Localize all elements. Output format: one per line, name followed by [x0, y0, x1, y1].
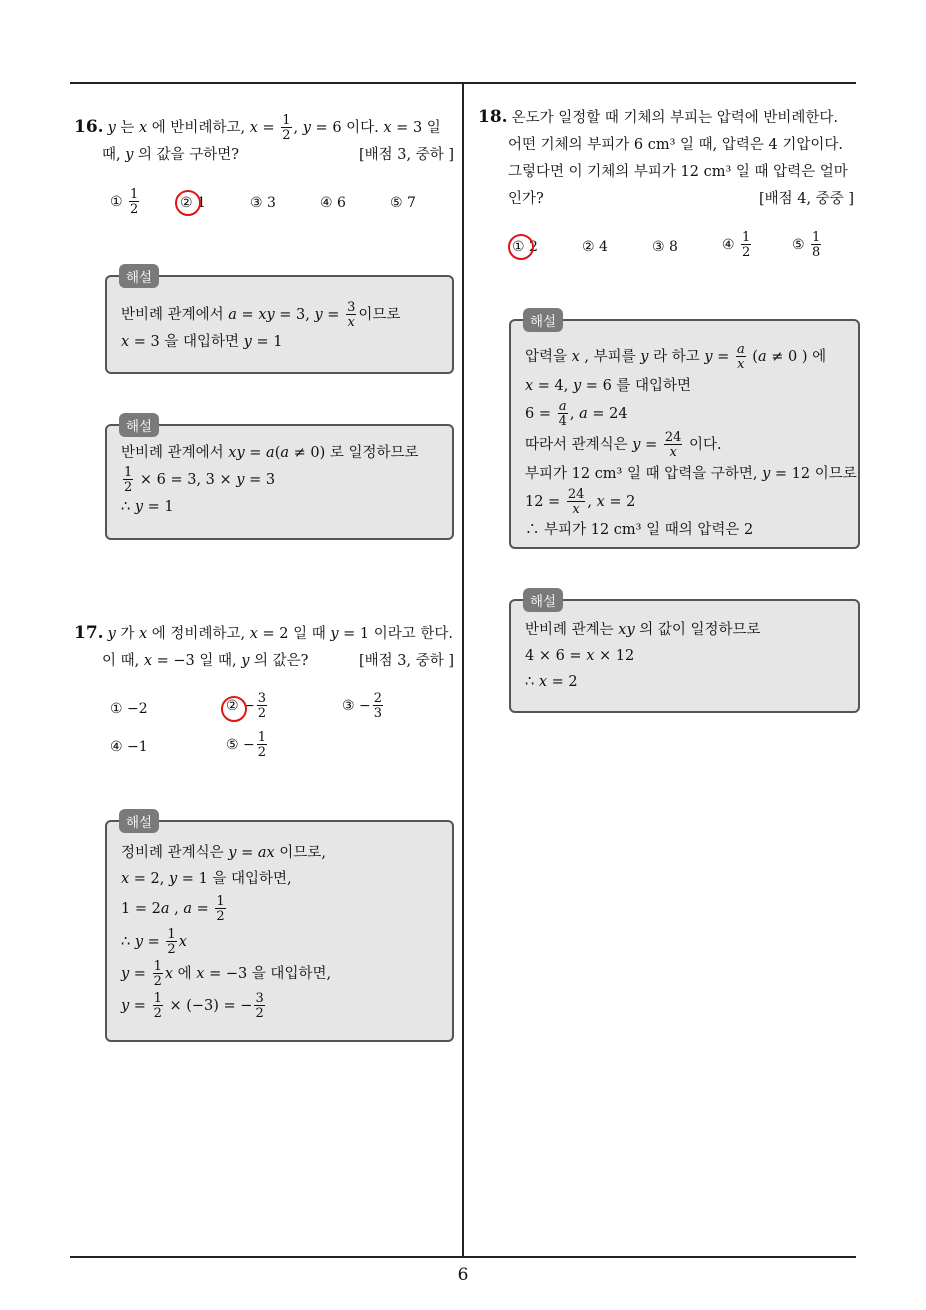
q17-option-3[interactable]: ③ − $\frac{2}{3}$	[342, 691, 383, 721]
solution-line: 반비례 관계에서 xy = a(a ≠ 0) 로 일정하므로	[121, 445, 419, 461]
solution-tag: 해설	[523, 588, 563, 612]
q17-option-4[interactable]: ④ −1	[110, 739, 148, 755]
solution-line: x = 3 을 대입하면 y = 1	[121, 334, 283, 350]
score-meta: [배점 3, 중하 ]	[358, 147, 454, 163]
solution-line: x = 2, y = 1 을 대입하면,	[121, 871, 292, 887]
solution-tag: 해설	[523, 308, 563, 332]
solution-line: x = 4, y = 6 를 대입하면	[525, 378, 692, 394]
q18-option-2[interactable]: ② 4	[582, 239, 608, 255]
solution-line: 따라서 관계식은 y = $\frac{24}{x}$ 이다.	[525, 430, 722, 460]
solution-tag: 해설	[119, 264, 159, 288]
solution-box	[105, 815, 454, 1042]
question-18-line4: 인가? [배점 4, 중중 ]	[478, 186, 862, 213]
q17-option-2[interactable]: ② − $\frac{3}{2}$	[226, 691, 267, 721]
answer-mark-circle	[221, 696, 247, 722]
solution-line: y = $\frac{1}{2}$ x 에 x = −3 을 대입하면,	[121, 959, 332, 989]
solution-tag: 해설	[119, 413, 159, 437]
question-18-line1: 18. 온도가 일정할 때 기체의 부피는 압력에 반비례한다.	[478, 107, 838, 127]
score-meta: [배점 4, 중중 ]	[758, 191, 854, 207]
question-17-line1: 17. y 가 x 에 정비례하고, x = 2 일 때 y = 1 이라고 한다.	[74, 623, 453, 643]
solution-line: ∴ x = 2	[525, 674, 578, 690]
solution-line: 부피가 12 cm³ 일 때 압력을 구하면, y = 12 이므로	[525, 466, 857, 482]
solution-line: $\frac{1}{2}$ × 6 = 3, 3 × y = 3	[124, 465, 276, 495]
score-meta: [배점 3, 중하 ]	[358, 653, 454, 669]
solution-line: y = $\frac{1}{2}$ × (−3) = − $\frac{3}{2}$	[121, 991, 264, 1021]
q16-option-4[interactable]: ④ 6	[320, 195, 346, 211]
q16-option-3[interactable]: ③ 3	[250, 195, 276, 211]
question-16	[74, 114, 454, 169]
question-18	[478, 104, 862, 213]
answer-mark-circle	[508, 234, 534, 260]
page-number: 6	[457, 1265, 469, 1285]
solution-line: ∴ y = $\frac{1}{2}$ x	[121, 927, 187, 957]
solution-line: 1 = 2a , a = $\frac{1}{2}$	[121, 894, 225, 924]
question-number: 17.	[74, 623, 104, 643]
question-17	[74, 620, 454, 675]
question-18-line2: 어떤 기체의 부피가 6 cm³ 일 때, 압력은 4 기압이다.	[508, 137, 843, 153]
solution-box	[105, 270, 454, 374]
question-16-line2: 때, y 의 값을 구하면? [배점 3, 중하 ]	[74, 142, 454, 169]
solution-line: 반비례 관계는 xy 의 값이 일정하므로	[525, 622, 761, 638]
q18-option-5[interactable]: ⑤ $\frac{1}{8}$	[792, 230, 821, 260]
solution-line: ∴ 부피가 12 cm³ 일 때의 압력은 2	[525, 522, 754, 538]
solution-line: 12 = $\frac{24}{x}$ , x = 2	[525, 487, 636, 517]
solution-line: 정비례 관계식은 y = ax 이므로,	[121, 845, 326, 861]
q16-option-1[interactable]: ① $\frac{1}{2}$	[110, 187, 139, 217]
column-divider	[462, 82, 464, 1258]
solution-box	[509, 314, 860, 549]
q17-option-5[interactable]: ⑤ − $\frac{1}{2}$	[226, 730, 267, 760]
question-number: 18.	[478, 107, 508, 127]
solution-line: ∴ y = 1	[121, 499, 174, 515]
solution-line: 반비례 관계에서 a = xy = 3, y = $\frac{3}{x}$ 이므로	[121, 300, 401, 330]
question-16-line1: 16. y 는 x 에 반비례하고, x = $\frac{1}{2}$ , y = 6 이다. x = 3 일	[74, 113, 441, 143]
solution-line: 6 = $\frac{a}{4}$ , a = 24	[525, 399, 628, 429]
q17-option-1[interactable]: ① −2	[110, 701, 148, 717]
solution-box	[105, 419, 454, 540]
answer-mark-circle	[175, 190, 201, 216]
q18-option-1[interactable]: ① 2	[512, 239, 538, 255]
q18-option-3[interactable]: ③ 8	[652, 239, 678, 255]
question-17-line2: 이 때, x = −3 일 때, y 의 값은? [배점 3, 중하 ]	[74, 648, 454, 675]
question-number: 16.	[74, 117, 104, 137]
solution-tag: 해설	[119, 809, 159, 833]
solution-box	[509, 594, 860, 713]
q18-option-4[interactable]: ④ $\frac{1}{2}$	[722, 230, 751, 260]
q16-option-2[interactable]: ② 1	[180, 195, 206, 211]
q16-option-5[interactable]: ⑤ 7	[390, 195, 416, 211]
solution-line: 압력을 x , 부피를 y 라 하고 y = $\frac{a}{x}$ (a ≠ 0 ) 에	[525, 342, 827, 372]
question-18-line3: 그렇다면 이 기체의 부피가 12 cm³ 일 때 압력은 얼마	[508, 164, 848, 180]
solution-line: 4 × 6 = x × 12	[525, 648, 635, 664]
